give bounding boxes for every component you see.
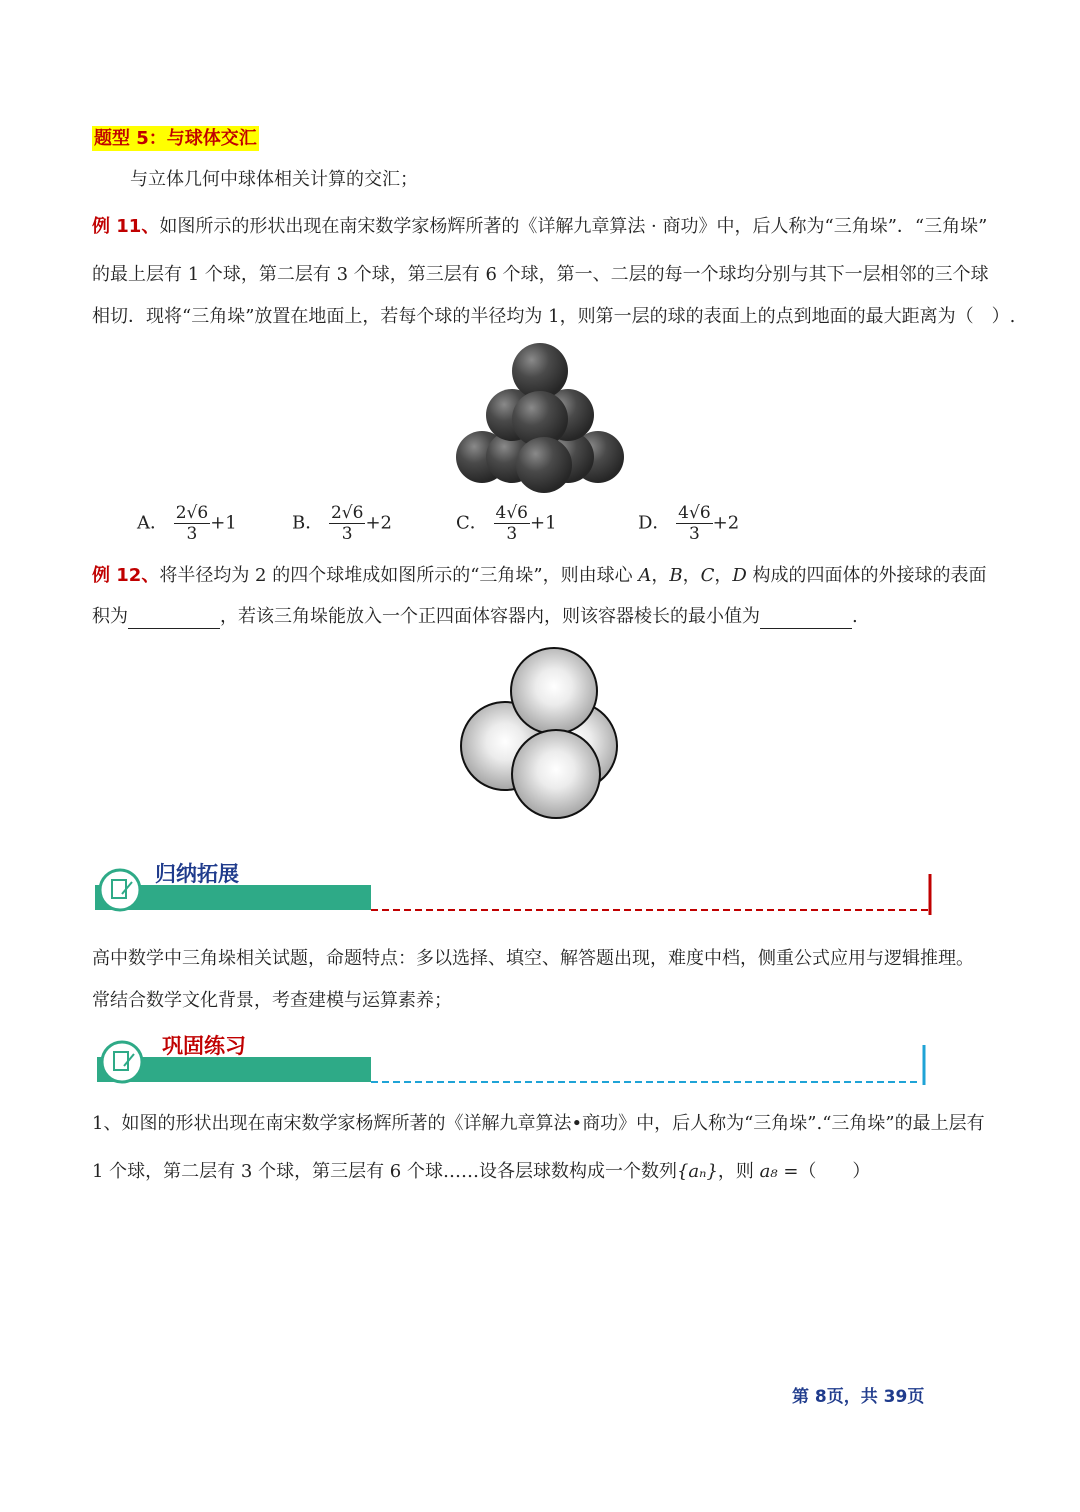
sphere [512, 343, 568, 399]
a8-symbol: a₈ [759, 1161, 778, 1182]
practice-line-2: 1 个球，第二层有 3 个球，第三层有 6 个球……设各层球数构成一个数列{aₙ}，则 a₈ =（ ） [92, 1161, 871, 1182]
summary-line-1: 高中数学中三角垛相关试题，命题特点：多以选择、填空、解答题出现，难度中档，侧重公式应用与逻辑推理。 [92, 948, 974, 969]
practice-line-1: 1、如图的形状出现在南宋数学家杨辉所著的《详解九章算法•商功》中，后人称为“三角垛”.“三角垛”的最上层有 [92, 1113, 985, 1134]
example-11-label: 例 11、 [92, 216, 160, 237]
example-12-line-1: 例 12、将半径均为 2 的四个球堆成如图所示的“三角垛”，则由球心 A，B，C，D 构成的四面体的外接球的表面 [92, 565, 987, 586]
option-a[interactable]: A． $\frac{2√6}{3}$ +1 [137, 503, 237, 544]
example-11-line-1 [92, 215, 987, 239]
practice-title: 巩固练习 [162, 1034, 246, 1058]
example-11-line-3: 相切．现将“三角垛”放置在地面上，若每个球的半径均为 1，则第一层的球的表面上的点到地面的最大距离为（ ）. [92, 306, 1016, 327]
section-heading [92, 124, 259, 150]
sequence-symbol: {aₙ} [676, 1161, 718, 1182]
page-number-footer: 第 8页，共 39页 [792, 1387, 925, 1407]
answer-blank-1[interactable] [128, 610, 220, 629]
example-12-line-2: 积为 ，若该三角垛能放入一个正四面体容器内，则该容器棱长的最小值为 . [92, 606, 858, 627]
dark-sphere-pyramid-figure [440, 335, 640, 500]
sphere [512, 730, 600, 818]
option-c[interactable]: C． $\frac{4√6}{3}$ +1 [456, 503, 557, 544]
example-12-label: 例 12、 [92, 565, 160, 586]
section-title-highlight: 题型 5：与球体交汇 [94, 128, 257, 149]
sphere [511, 648, 597, 734]
light-sphere-stack-figure [455, 640, 625, 820]
example-11-line-2: 的最上层有 1 个球，第二层有 3 个球，第三层有 6 个球，第一、二层的每一个球均分别与其下一层相邻的三个球 [92, 264, 989, 285]
summary-title: 归纳拓展 [155, 862, 239, 886]
answer-blank-2[interactable] [760, 610, 852, 629]
section-description: 与立体几何中球体相关计算的交汇； [130, 169, 418, 190]
summary-line-2: 常结合数学文化背景，考查建模与运算素养； [92, 990, 452, 1011]
sphere [516, 437, 572, 493]
option-d[interactable]: D． $\frac{4√6}{3}$ +2 [638, 503, 740, 544]
example-11-text-1: 如图所示的形状出现在南宋数学家杨辉所著的《详解九章算法 · 商功》中，后人称为“三角垛”．“三角垛” [159, 216, 988, 237]
option-b[interactable]: B． $\frac{2√6}{3}$ +2 [292, 503, 392, 544]
